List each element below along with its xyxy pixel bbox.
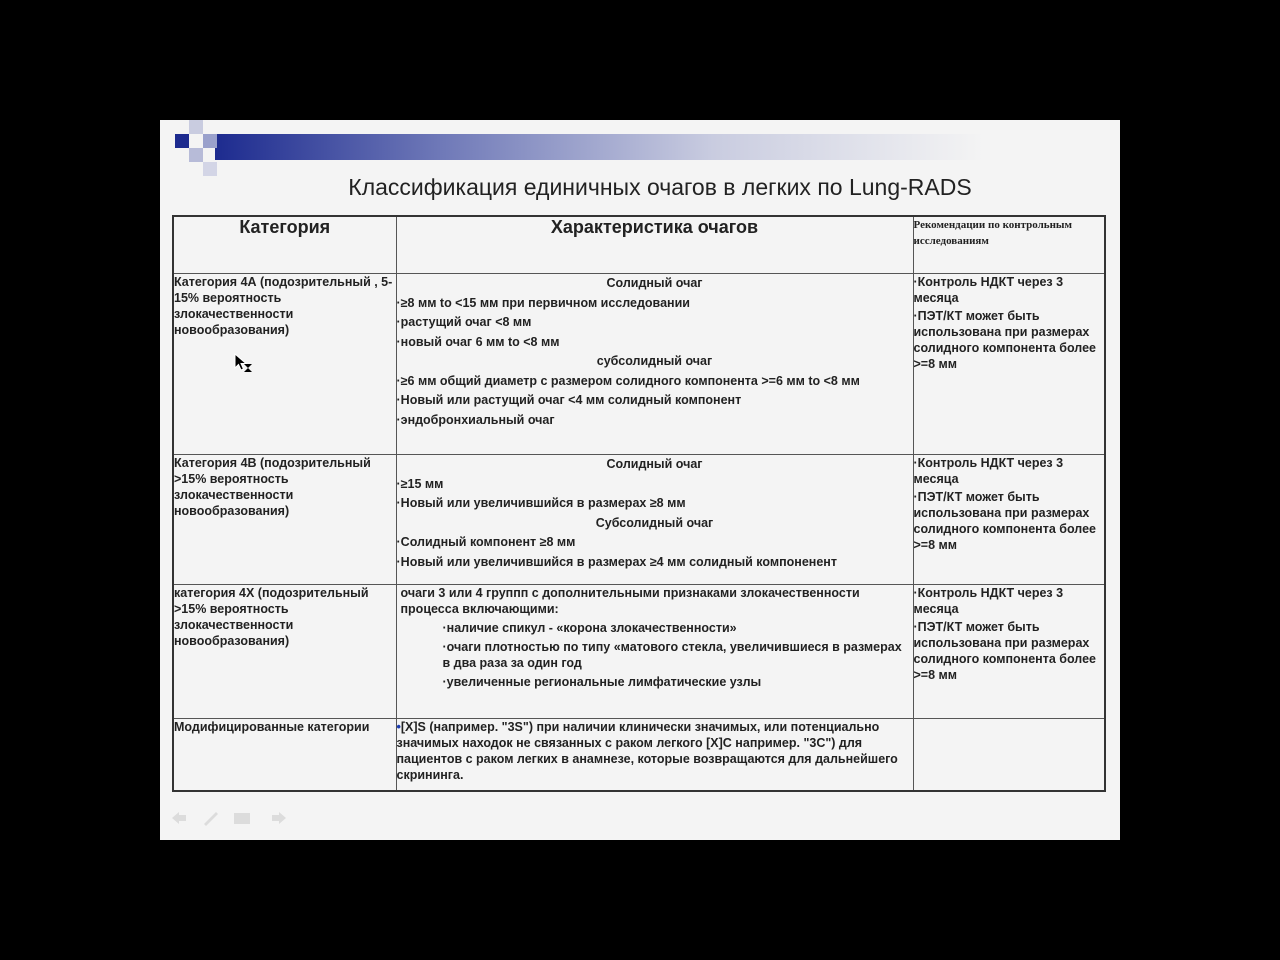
category-cell: Категория 4А (подозрительный , 5-15% вероятность злокачественности новообразования) (173, 274, 396, 455)
menu-icon[interactable] (234, 813, 250, 824)
modified-text (397, 719, 913, 783)
list-item: ·≥8 мм to <15 мм при первичном исследовании (396, 295, 690, 310)
presentation-slide (160, 120, 1120, 840)
arrow-left-icon[interactable] (172, 812, 186, 824)
bullet: • (396, 720, 401, 734)
category-cell: Категория 4В (подозрительный >15% вероятность злокачественности новообразования) (173, 455, 396, 585)
recommendations-cell (913, 455, 1105, 585)
table-row-modified (173, 719, 1105, 791)
list-item: ·растущий очаг <8 мм (396, 315, 532, 329)
subheading: субсолидный очаг (596, 354, 713, 368)
pen-icon[interactable] (204, 812, 218, 826)
lung-rads-table (172, 215, 1106, 792)
header-characteristics: Характеристика очагов (396, 216, 913, 274)
subheading: Субсолидный очаг (595, 515, 714, 530)
decor-square (175, 134, 189, 148)
recommendation-item: ·Контроль НДКТ через 3 месяца (913, 456, 1064, 486)
header-recommendations: Рекомендации по контрольным исследованиям (913, 216, 1105, 274)
characteristics-cell (396, 719, 913, 791)
slide-title: Классификация единичных очагов в легких по Lung-RADS (348, 174, 972, 200)
list-item: ·эндобронхиальный очаг (396, 412, 555, 427)
recommendation-item: ·ПЭТ/КТ может быть использована при размерах солидного компонента более >=8 мм (913, 620, 1096, 682)
category-cell: Модифицированные категории (173, 719, 396, 791)
table-header-row (173, 216, 1105, 274)
list-item: ·Новый или увеличившийся в размерах ≥8 мм (396, 496, 686, 510)
recommendation-item: ·Контроль НДКТ через 3 месяца (913, 275, 1064, 305)
characteristics-cell (396, 455, 913, 585)
recommendation-item: ·ПЭТ/КТ может быть использована при размерах солидного компонента более >=8 мм (913, 490, 1096, 552)
subheading: Солидный очаг (606, 276, 703, 290)
recommendation-item: ·Контроль НДКТ через 3 месяца (913, 586, 1064, 616)
table-row-4b (173, 455, 1105, 585)
list-item: ·≥15 мм (396, 476, 444, 491)
list-item: ·наличие спикул - «корона злокачественности» (442, 621, 737, 635)
category-cell: категория 4Х (подозрительный >15% вероятность злокачественности новообразования) (173, 585, 396, 719)
recommendations-cell (913, 585, 1105, 719)
mouse-pointer-icon (233, 353, 253, 373)
list-item: ·новый очаг 6 мм to <8 мм (396, 334, 560, 349)
modified-description: [X]S (например. "3S") при наличии клинически значимых, или потенциально значимых находок не связанных с раком легкого [X]C например. "3C") для пациентов с раком легких в анамнезе, которые возвращаются для дальнейшего скрининга. (396, 720, 898, 782)
arrow-right-icon[interactable] (272, 812, 286, 824)
table-row-4a (173, 274, 1105, 455)
list-item: ·Новый или увеличившийся в размерах ≥4 мм солидный компоненент (396, 554, 837, 569)
characteristics-cell (396, 585, 913, 719)
intro-text: очаги 3 или 4 группп с дополнительными признаками злокачественности процесса включающими: (400, 586, 860, 616)
characteristics-cell (396, 274, 913, 455)
table-row-4x (173, 585, 1105, 719)
list-item: ·Новый или растущий очаг <4 мм солидный компонент (396, 393, 742, 407)
list-item: ·≥6 мм общий диаметр с размером солидного компонента >=6 мм to <8 мм (396, 373, 860, 388)
list-item: ·Солидный компонент ≥8 мм (396, 535, 576, 549)
header-category: Категория (173, 216, 396, 274)
decor-square (189, 148, 203, 162)
recommendation-item: ·ПЭТ/КТ может быть использована при размерах солидного компонента более >=8 мм (913, 309, 1096, 371)
recommendations-cell (913, 719, 1105, 791)
recommendations-cell (913, 274, 1105, 455)
list-item: ·очаги плотностью по типу «матового стекла, увеличившиеся в размерах в два раза за один год (442, 639, 902, 670)
subheading: Солидный очаг (606, 457, 703, 471)
list-item: ·увеличенные региональные лимфатические узлы (442, 674, 762, 689)
header-decoration (160, 120, 1120, 180)
decor-square (189, 120, 203, 134)
decor-square (203, 134, 217, 148)
gradient-band (215, 134, 1120, 160)
slide-nav-controls (170, 810, 290, 826)
